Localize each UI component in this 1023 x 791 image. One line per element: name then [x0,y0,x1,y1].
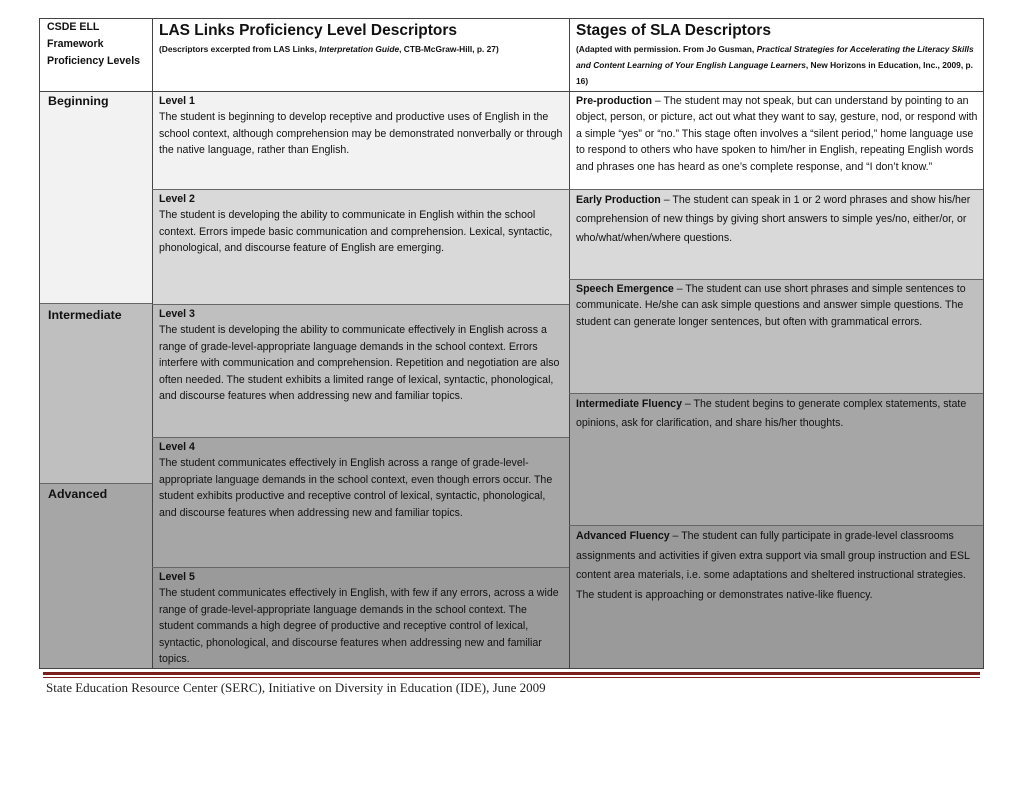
las-level-1-label: Level 1 [159,95,195,107]
header-las [154,20,568,92]
las-level-4-label: Level 4 [159,441,195,453]
framework-advanced-bg [40,483,152,669]
framework-intermediate-bg [40,303,152,483]
las-level-4-text: The student communicates effectively in English across a range of grade-level-appropriate language demands in the school context, even though errors occur. The student exhibits productive and receptive control of lexical, syntactic, phonological, and discourse features when addressing new and familiar topics. [159,457,553,519]
sla-stage-intermediate-fluency-name: Intermediate Fluency [576,398,682,410]
las-level-5-label: Level 5 [159,571,195,583]
footer-rule [43,672,980,678]
las-level-5-text: The student communicates effectively in English, with few if any errors, across a wide range of grade-level-appropriate language demands in the school context. The student commands a high degree of productive and receptive control of lexical, syntactic, phonological, and discourse features when addressing new and familiar topics. [159,587,559,666]
header-framework [43,19,151,91]
sla-stage-speech-emergence [571,280,983,393]
header-las-subtitle: (Descriptors excerpted from LAS Links, Interpretation Guide, CTB-McGraw-Hill, p. 27) [159,44,499,54]
sla-stage-preproduction-text: – The student may not speak, but can understand by pointing to an object, person, or picture, act out what they want to say, gesture, nod, or respond with a simple “yes” or “no.” This stage often involves a “silent period,” home language use to respond to others who have spoken to him/her in English, repeating English words and phrases one has heard as one’s complete response, and “I don’t know.” [576,95,978,173]
sla-stage-speech-emergence-text: – The student can use short phrases and simple sentences to communicate. He/she can ask simple questions and answer simple questions. The student can generate longer sentences, but often with grammatical errors. [576,283,966,328]
column-divider-1 [152,19,153,669]
framework-level-beginning: Beginning [48,94,109,108]
header-sla-title: Stages of SLA Descriptors [576,22,771,39]
las-level-1 [154,92,568,188]
sla-stage-speech-emergence-name: Speech Emergence [576,283,674,295]
c1-divider-b [40,483,152,484]
las-level-5 [154,568,568,669]
header-las-title: LAS Links Proficiency Level Descriptors [159,22,458,39]
sla-stage-intermediate-fluency [571,394,983,525]
sla-stage-advanced-fluency [571,526,983,669]
sla-stage-early-production [571,190,983,279]
sla-stage-intermediate-fluency-text: – The student begins to generate complex statements, state opinions, ask for clarification, and share his/her thoughts. [576,398,967,429]
sla-stage-advanced-fluency-text: – The student can fully participate in grade-level classrooms assignments and activities if given extra support via small group instruction and ESL content area materials, i.e. some adaptations and sheltered instructional strategies. The student is approaching or demonstrates native-like fluency. [576,530,970,601]
sla-stage-advanced-fluency-name: Advanced Fluency [576,530,670,542]
las-level-1-text: The student is beginning to develop receptive and productive uses of English in the school context, although comprehension may be demonstrated nonverbally or through the native language, rather than English. [159,111,563,157]
framework-level-intermediate: Intermediate [48,308,122,322]
framework-beginning-bg [40,92,152,303]
sla-stage-preproduction-name: Pre-production [576,95,652,107]
las-level-2-label: Level 2 [159,193,195,205]
c1-divider-a [40,303,152,304]
sla-stage-preproduction [571,92,983,189]
sla-stage-early-production-text: – The student can speak in 1 or 2 word phrases and show his/her comprehension of new things by giving short answers to simple yes/no, either/or, or who/what/when/where questions. [576,194,971,244]
las-level-4 [154,438,568,567]
header-sla-subtitle: (Adapted with permission. From Jo Gusman, Practical Strategies for Accelerating the Literacy Skills and Content Learning of Your English Language Learners, New Horizons in Education, Inc., 2009, p. 16) [576,44,974,87]
descriptor-table [39,18,984,669]
header-framework-text: CSDE ELL Framework Proficiency Levels [47,21,141,68]
las-level-2 [154,190,568,304]
column-divider-2 [569,19,570,669]
header-sla [571,20,983,92]
las-level-3 [154,305,568,437]
las-level-2-text: The student is developing the ability to communicate in English within the school context. Errors impede basic communication and comprehension. Lexical, syntactic, phonological, and discourse feature of English are emerging. [159,209,553,255]
framework-level-advanced: Advanced [48,487,108,501]
footer-text: State Education Resource Center (SERC), Initiative on Diversity in Education (IDE), June 2009 [46,680,546,695]
las-level-3-text: The student is developing the ability to communicate effectively in English across a range of grade-level-appropriate language demands in the school context. Errors interfere with communication and comprehension. Repetition and negotiation are also often needed. The student exhibits a limited range of lexical, syntactic, phonological, and discourse features when addressing new and familiar topics. [159,324,560,403]
las-level-3-label: Level 3 [159,308,195,320]
sla-stage-early-production-name: Early Production [576,194,661,206]
